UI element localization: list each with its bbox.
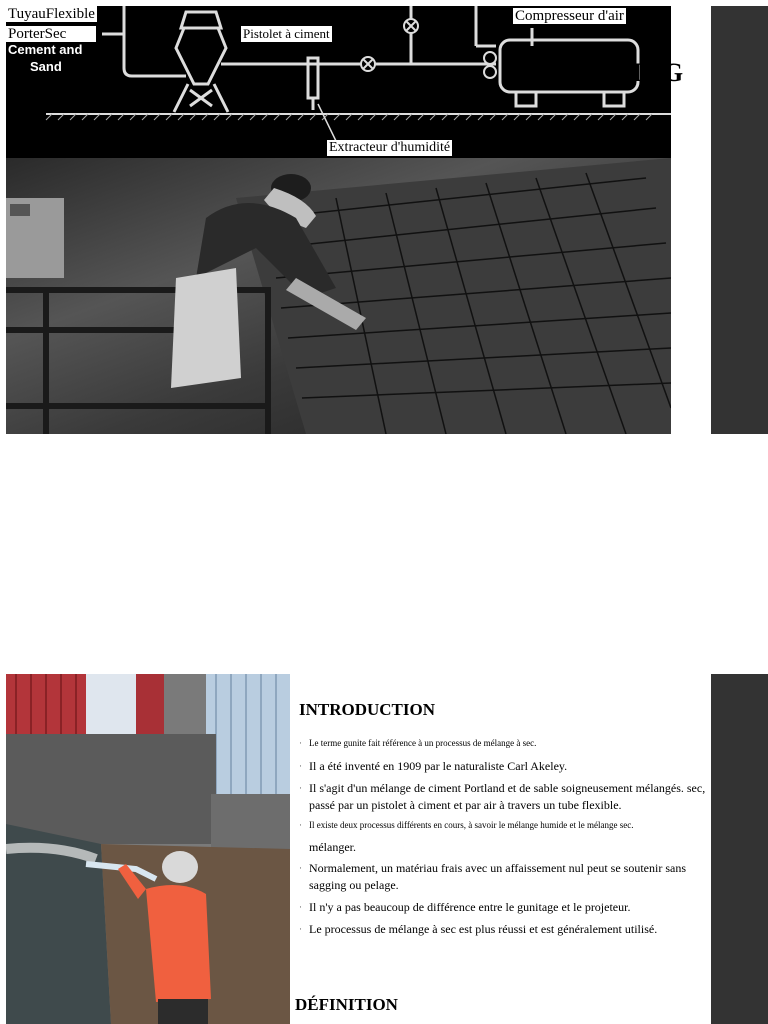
bullet-text: Il s'agit d'un mélange de ciment Portland et de sable soigneusement mélangés. sec, passé par un pistolet à ciment et par air à travers un tube flexible. [309,781,706,812]
shotcrete-worker-photo [6,674,290,1024]
bullet-icon: · [299,863,302,873]
bullet-text: Le terme gunite fait référence à un processus de mélange à sec. [309,738,537,748]
label-cement-gun: Pistolet à ciment [243,26,330,41]
list-item [299,735,709,752]
gunite-process-diagram [6,6,671,158]
label-carrier: PorterSec [6,26,96,42]
list-item [299,817,709,856]
introduction-bullet-list [299,735,709,938]
label-flexible-hose: TuyauFlexible [8,6,95,22]
definition-heading: DÉFINITION [295,995,398,1014]
bullet-text: Le processus de mélange à sec est plus réussi et est généralement utilisé. [309,922,658,936]
bullet-text: Il n'y a pas beaucoup de différence entre le gunitage et le projeteur. [309,900,631,914]
bullet-icon: · [299,902,302,912]
list-item [299,780,709,814]
process-schematic-svg [6,6,671,158]
bullet-icon: · [299,820,302,830]
label-air-compressor: Compresseur d'air [515,8,624,24]
worker-slope-illustration [6,158,671,434]
label-moisture-extractor: Extracteur d'humidité [329,140,451,155]
introduction-heading: INTRODUCTION [299,700,436,719]
bullet-icon: · [299,924,302,934]
bullet-text: Normalement, un matériau frais avec un affaissement nul peut se soutenir sans sagging ou pelage. [309,861,686,892]
bullet-icon: · [299,783,302,793]
label-cement-sand-2: Sand [30,59,62,74]
list-item [299,899,709,916]
bullet-icon: · [299,738,302,748]
slide-heading-fragment: ING [632,58,685,87]
shotcrete-scene-illustration [6,674,290,1024]
side-strip-top [711,6,768,434]
bullet-text-tail: mélanger. [309,840,356,854]
gunite-slide [6,6,671,434]
side-strip-bottom [711,674,768,1024]
list-item [299,758,709,775]
bullet-icon: · [299,761,302,771]
bullet-text: Il a été inventé en 1909 par le naturaliste Carl Akeley. [309,759,568,773]
bullet-text: Il existe deux processus différents en cours, à savoir le mélange humide et le mélange sec. [309,820,634,830]
gunite-worker-photo [6,158,671,434]
list-item [299,921,709,938]
label-cement-sand-1: Cement and [8,42,83,57]
list-item [299,860,709,894]
